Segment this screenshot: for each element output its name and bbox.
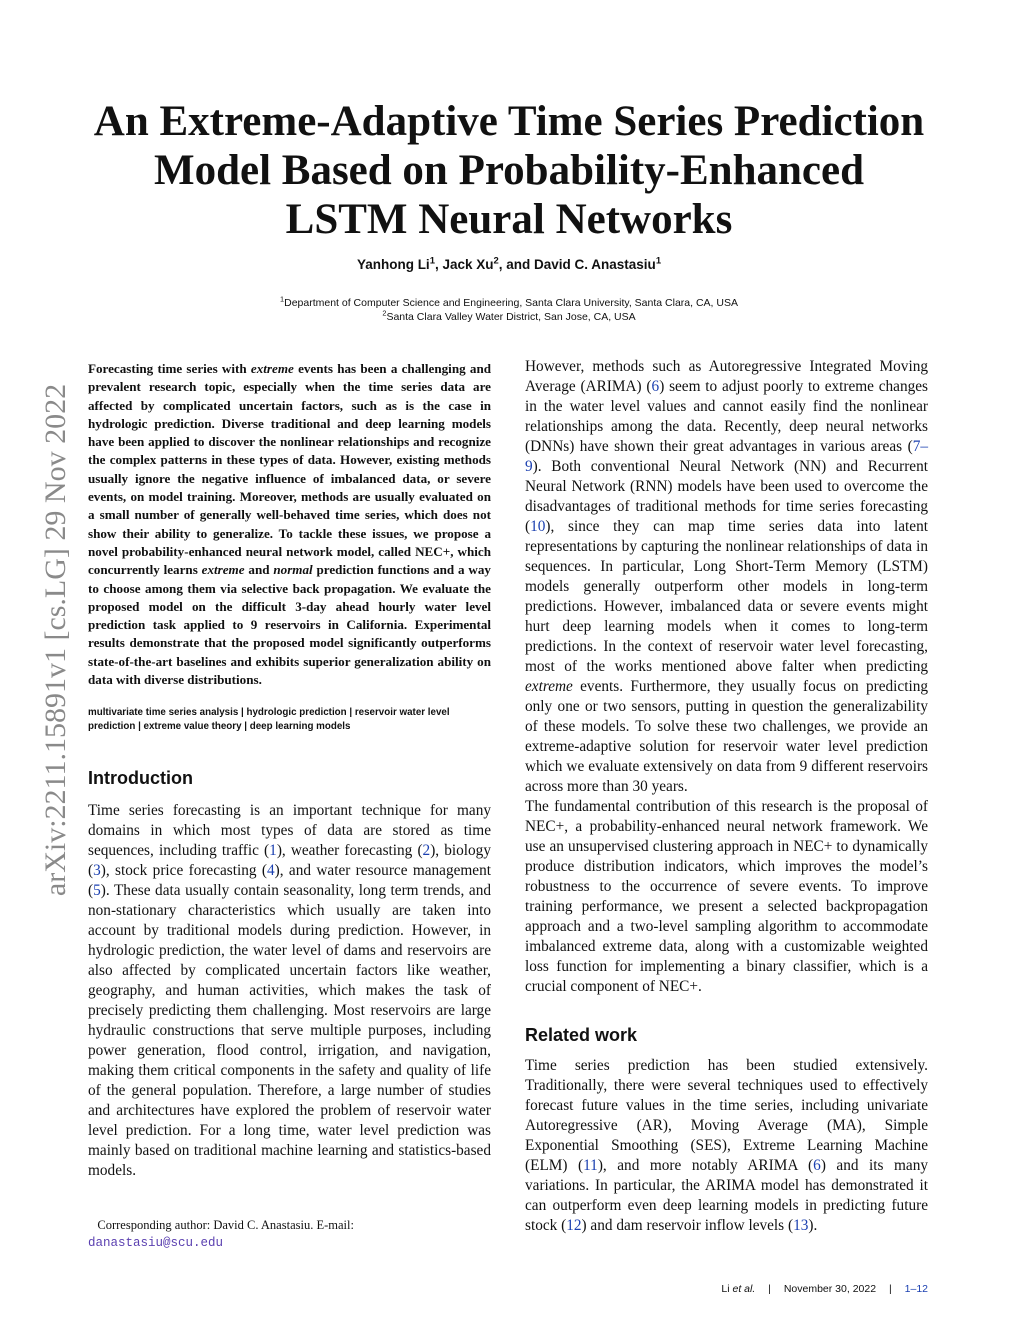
citation-link[interactable]: 12 xyxy=(566,1217,582,1234)
right-column xyxy=(525,357,928,1236)
left-column xyxy=(88,360,491,1181)
citation-link[interactable]: 11 xyxy=(583,1157,598,1174)
author-2: Jack Xu xyxy=(442,257,494,272)
citation-link[interactable]: 6 xyxy=(813,1157,821,1174)
section-heading-related-work: Related work xyxy=(525,1025,638,1045)
author-3-affil: 1 xyxy=(655,255,662,267)
citation-link[interactable]: 1 xyxy=(269,842,277,860)
footer-etal: et al. xyxy=(732,1283,756,1295)
page-footer xyxy=(525,1283,928,1295)
author-1: Yanhong Li xyxy=(356,257,430,272)
author-3: and David C. Anastasiu xyxy=(506,257,656,272)
author-list: Yanhong Li$^1$, Jack Xu$^2$, and David C. Anastasiu$^1$ xyxy=(356,255,662,272)
affiliation-1: $^1$Department of Computer Science and Engineering, Santa Clara University, Santa Clara, CA, USA xyxy=(280,294,738,309)
footer-date: November 30, 2022 xyxy=(783,1283,877,1295)
affiliation-2: $^2$Santa Clara Valley Water District, San Jose, CA, USA xyxy=(382,308,636,323)
email-link[interactable]: danastasiu@scu.edu xyxy=(88,1236,224,1250)
abstract: Forecasting time series with extreme events has been a challenging and prevalent research topic, especially when the time series data are affected by complicated uncertain factors, such as is the case in hydrologic prediction. Diverse traditional and deep learning models have been applied to discover the nonlinear relationships and recognize the complex patterns in these types of data. However, existing methods usually ignore the negative influence of imbalanced data, or severe events, on model training. Moreover, methods are usually evaluated on a small number of generally well-behaved time series, which does not show their ability to generalize. To tackle these issues, we propose a novel probability-enhanced neural network model, called NEC+, which concurrently learns extreme and normal prediction functions and a way to choose among them via selective back propagation. We evaluate the proposed model on the difficult 3-day ahead hourly water level prediction task applied to 9 reservoirs in California. Experimental results demonstrate that the proposed model significantly outperforms state-of-the-art baselines and exhibits superior generalization ability on data with diverse distributions. xyxy=(88,361,492,688)
contribution-paragraph: The fundamental contribution of this research is the proposal of NEC+, a probability-enhanced neural network framework. We use an unsupervised clustering approach in NEC+ to dynamically produce distribution indicators, which improves the model’s robustness to the occurrence of severe events. To improve training performance, we present a selected backpropagation approach and a two-level sampling algorithm to accommodate imbalanced extreme data, along with a customizable weighted loss function for implementing a binary classifier, which is a crucial component of NEC+. xyxy=(525,798,928,995)
related-work-paragraph: Time series prediction has been studied extensively. Traditionally, there were several techniques used to effectively forecast future values in the time series, including univariate Autoregressive (AR), Moving Average (MA), Simple Exponential Smoothing (SES), Extreme Learning Machine (ELM) (11), and more notably ARIMA (6) and its many variations. In particular, the ARIMA model has demonstrated it can outperform even deep learning models in predicting future stock (12) and dam reservoir inflow levels (13). xyxy=(525,1057,928,1234)
keywords: multivariate time series analysis | hydrologic prediction | reservoir water level prediction | extreme value theory | deep learning models xyxy=(88,707,450,733)
citation-link[interactable]: 4 xyxy=(267,862,275,880)
paper-title: An Extreme-Adaptive Time Series Prediction Model Based on Probability-Enhanced LSTM Neural Networks xyxy=(93,98,925,243)
footer-pages: 1–12 xyxy=(904,1283,928,1295)
citation-link[interactable]: 6 xyxy=(651,378,660,395)
author-1-affil: 1 xyxy=(429,255,435,267)
citation-link[interactable]: 10 xyxy=(530,518,546,535)
author-2-affil: 2 xyxy=(493,255,499,267)
citation-link[interactable]: 13 xyxy=(793,1217,809,1234)
citation-link[interactable]: 7–9 xyxy=(525,438,928,475)
introduction-paragraph: Time series forecasting is an important technique for many domains in which most types of data are stored as time sequences, including traffic (1), weather forecasting (2), biology (3), stock price forecasting (4), and water resource management (5). These data usually contain seasonality, long term trends, and non-stationary characteristics which usually are taken into account by traditional models during prediction. However, in hydrologic prediction, the water level of dams and reservoirs are also affected by complicated uncertain factors like weather, geography, and human activities, which makes the task of precisely predicting them challenging. Most reservoirs are large hydraulic constructions that serve multiple purposes, including power generation, flood control, irrigation, and navigation, making them critical components in the safety and quality of life of the general population. Therefore, a large number of studies and architectures have explored the problem of reservoir water level prediction. For a long time, water level prediction was mainly based on traditional machine learning and statistics-based models. xyxy=(88,802,491,1180)
arxiv-identifier: arXiv:2211.15891v1 [cs.LG] 29 Nov 2022 xyxy=(39,383,72,897)
citation-link[interactable]: 2 xyxy=(422,842,431,860)
corresponding-author-footnote: Corresponding author: David C. Anastasiu. E-mail: danastasiu@scu.edu xyxy=(88,1218,354,1250)
footer-author: Li xyxy=(721,1283,733,1295)
intro-continuation-paragraph: However, methods such as Autoregressive Integrated Moving Average (ARIMA) (6) seem to adjust poorly to extreme changes in the water level values and cannot easily find the nonlinear relationships among the data. Recently, deep neural networks (DNNs) have shown their great advantages in various areas (7–9). Both conventional Neural Network (NN) and Recurrent Neural Network (RNN) models have been used to overcome the disadvantages of traditional methods for time series forecasting (10), since they can map time series data into latent representations by capturing the nonlinear relationships of data in sequences. In particular, Long Short-Term Memory (LSTM) models generally outperform other models in long-term predictions. However, imbalanced data or severe events might hurt deep learning models when it comes to long-term predictions. In the context of reservoir water level forecasting, most of the works mentioned above falter when predicting extreme events. Furthermore, they usually focus on predicting only one or two sensors, putting in question the generalizability of these models. To solve these two challenges, we provide an extreme-adaptive solution for reservoir water level prediction which we evaluate extensively on data from 9 different reservoirs across more than 30 years. xyxy=(525,358,929,795)
affiliations xyxy=(88,296,930,324)
footer-separator: | xyxy=(768,1283,771,1295)
citation-link[interactable]: 5 xyxy=(93,882,101,900)
footer-separator: | xyxy=(888,1283,892,1295)
section-heading-introduction: Introduction xyxy=(88,768,193,789)
citation-link[interactable]: 3 xyxy=(93,862,101,880)
